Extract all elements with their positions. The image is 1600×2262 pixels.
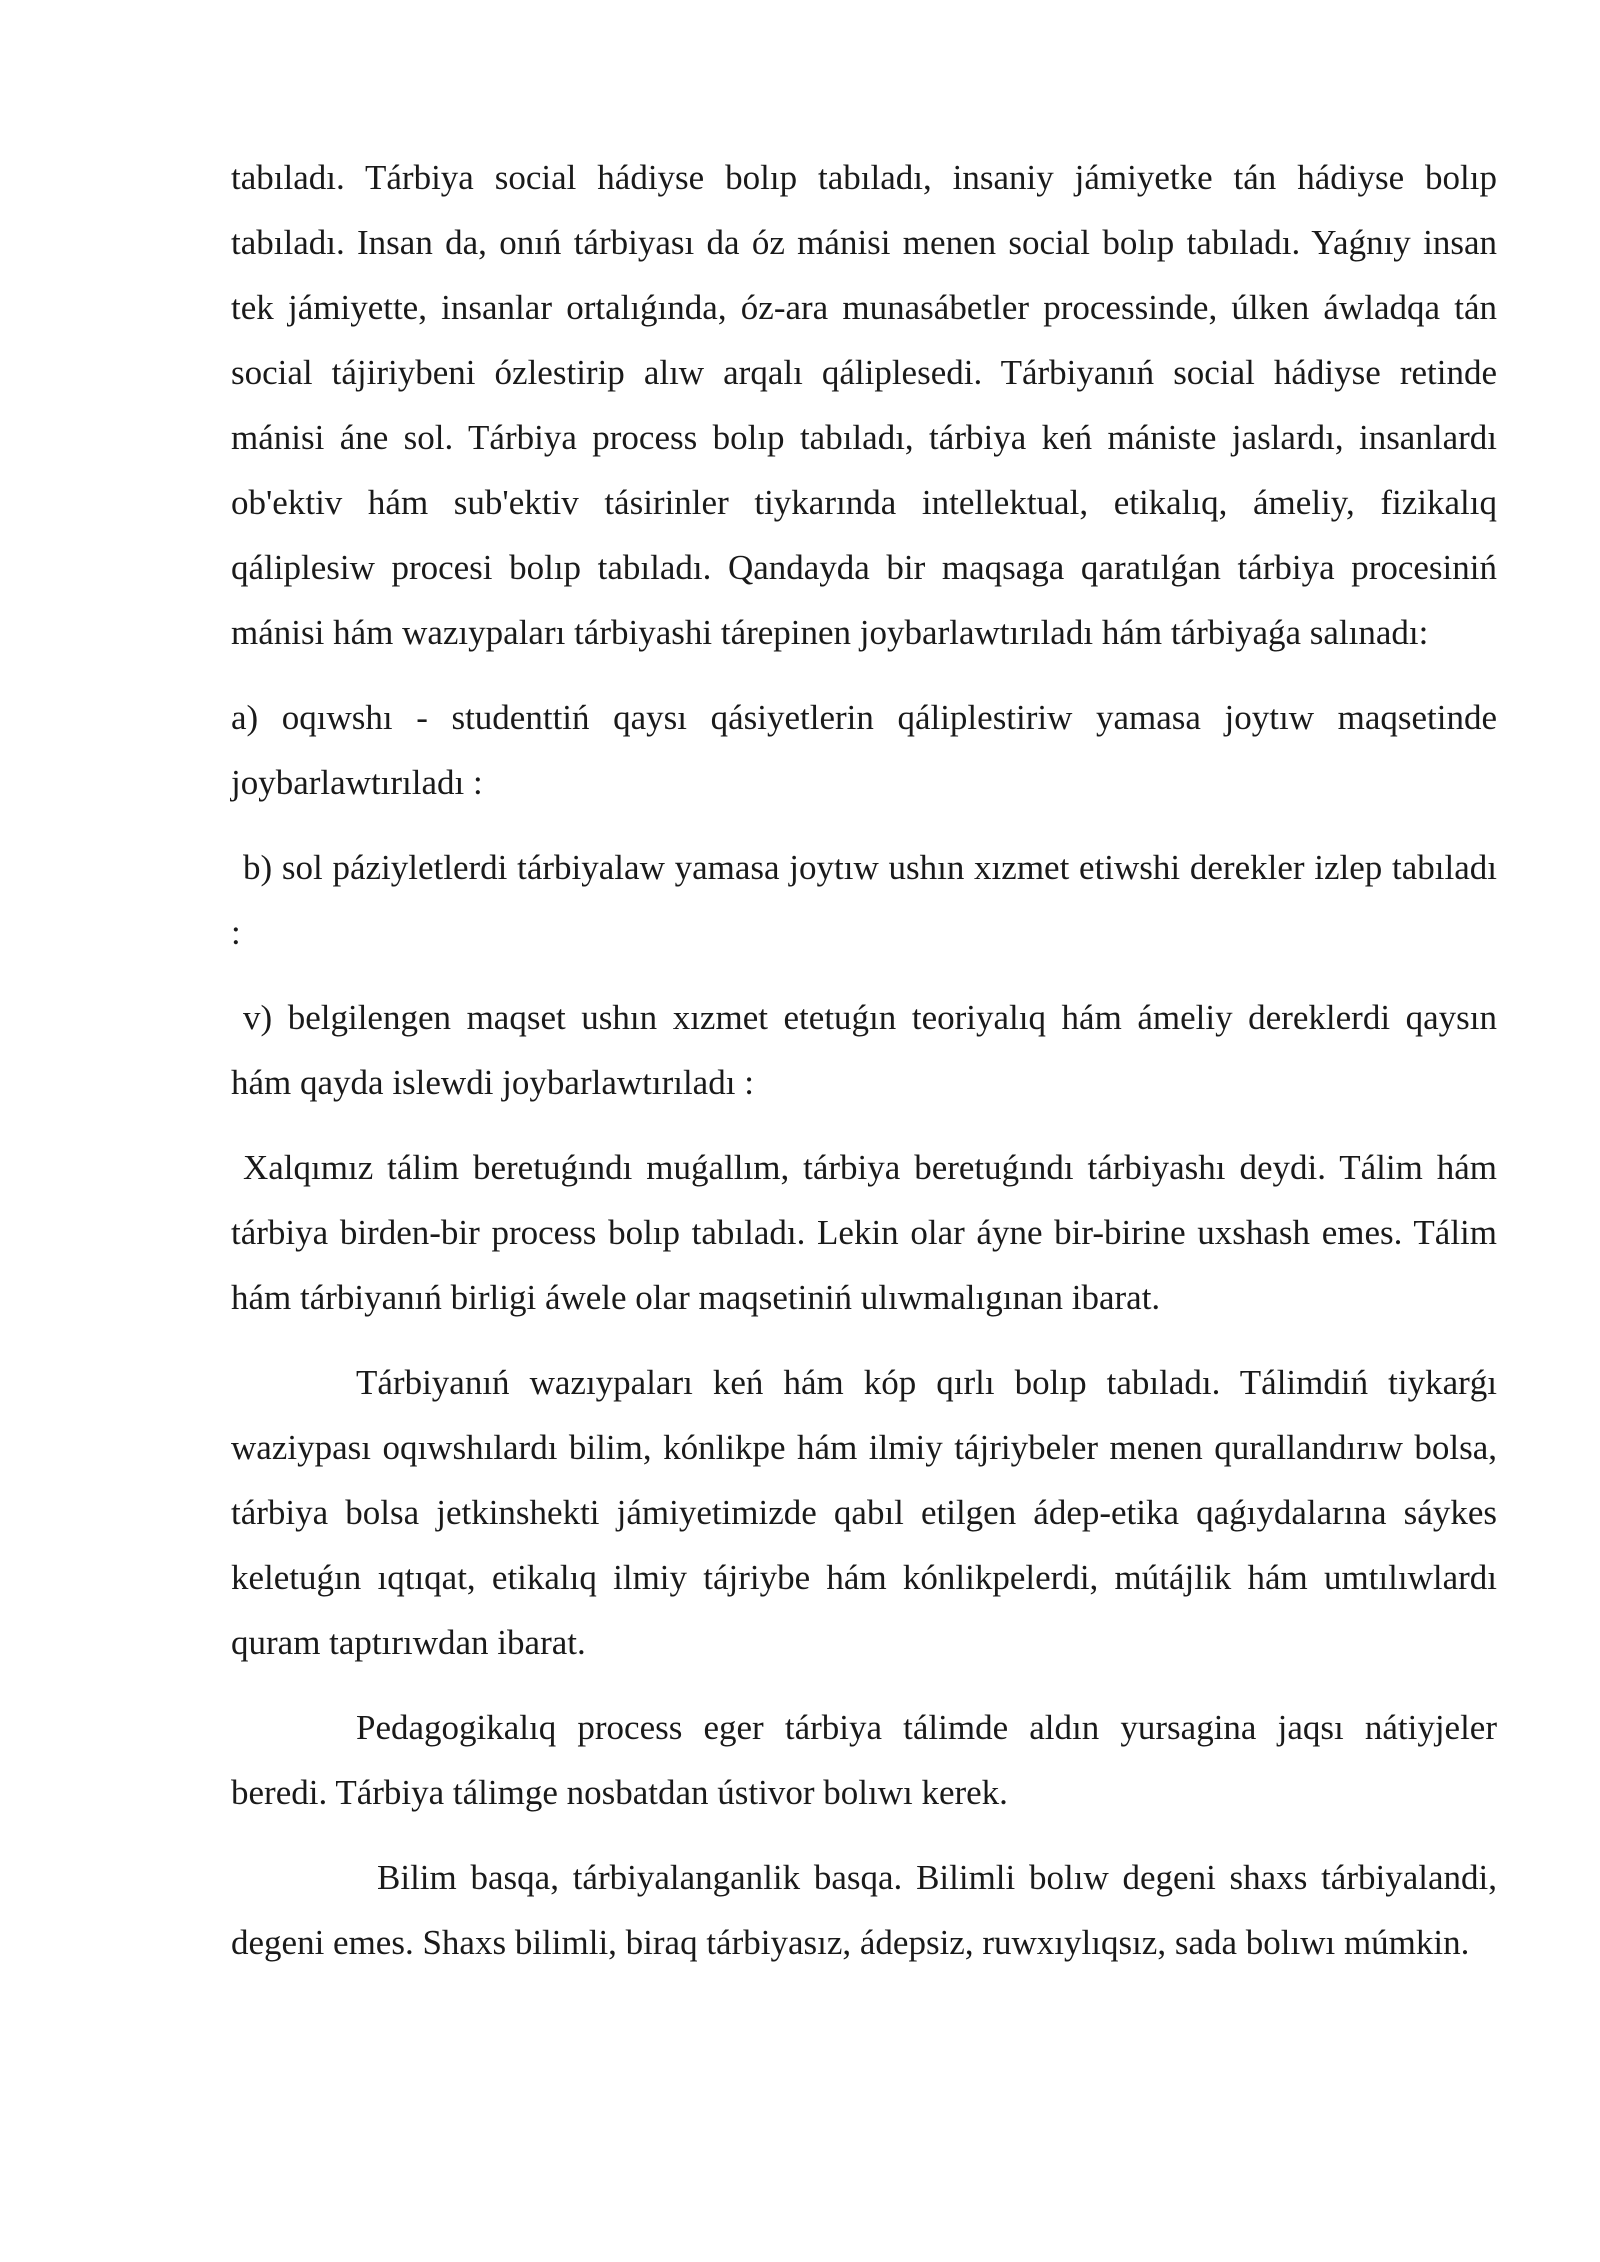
paragraph-2: Xalqımız tálim beretuǵındı muǵallım, tárbiya beretuǵındı tárbiyashı deydi. Tálim hám tárbiya birden-bir process bolıp tabıladı. Lekin olar áyne bir-birine uxshash emes. Tálim hám tárbiyanıń birligi áwele olar maqsetiniń ulıwmalıgınan ibarat. [231,1148,1497,1317]
paragraph-5: Bilim basqa, tárbiyalanganlik basqa. Bilimli bolıw degeni shaxs tárbiyalandi, degeni emes. Shaxs bilimli, biraq tárbiyasız, ádepsiz, ruwxıylıqsız, sada bolıwı múmkin. [231,1858,1497,1962]
list-item-b: b) sol páziyletlerdi tárbiyalaw yamasa joytıw ushın xızmet etiwshi derekler izlep tabıladı : [231,848,1497,952]
paragraph-4: Pedagogikalıq process eger tárbiya tálimde aldın yursagina jaqsı nátiyjeler beredi. Tárbiya tálimge nosbatdan ústivor bolıwı kerek. [231,1708,1497,1812]
list-item-v: v) belgilengen maqset ushın xızmet etetuǵın teoriyalıq hám ámeliy dereklerdi qaysın hám qayda islewdi joybarlawtırıladı : [231,998,1497,1102]
list-item-a: a) oqıwshı - studenttiń qaysı qásiyetlerin qáliplestiriw yamasa joytıw maqsetinde joybarlawtırıladı : [231,698,1497,802]
document-page [231,145,1497,1995]
paragraph-3: Tárbiyanıń wazıypaları keń hám kóp qırlı bolıp tabıladı. Tálimdiń tiykarǵı waziypası oqıwshılardı bilim, kónlikpe hám ilmiy tájriybeler menen qurallandırıw bolsa, tárbiya bolsa jetkinshekti jámiyetimizde qabıl etilgen ádep-etika qaǵıydalarına sáykes keletuǵın ıqtıqat, etikalıq ilmiy tájriybe hám kónlikpelerdi, mútájlik hám umtılıwlardı quram taptırıwdan ibarat. [231,1363,1497,1662]
paragraph-1: tabıladı. Tárbiya social hádiyse bolıp tabıladı, insaniy jámiyetke tán hádiyse bolıp tabıladı. Insan da, onıń tárbiyası da óz mánisi menen social bolıp tabıladı. Yaǵnıy insan tek jámiyette, insanlar ortalıǵında, óz-ara munasábetler processinde, úlken áwladqa tán social tájiriybeni ózlestirip alıw arqalı qáliplesedi. Tárbiyanıń social hádiyse retinde mánisi áne sol. Tárbiya process bolıp tabıladı, tárbiya keń mániste jaslardı, insanlardı ob'ektiv hám sub'ektiv tásirinler tiykarında intellektual, etikalıq, ámeliy, fizikalıq qáliplesiw procesi bolıp tabıladı. Qandayda bir maqsaga qaratılǵan tárbiya procesiniń mánisi hám wazıypaları tárbiyashi tárepinen joybarlawtırıladı hám tárbiyaǵa salınadı: [231,158,1497,652]
